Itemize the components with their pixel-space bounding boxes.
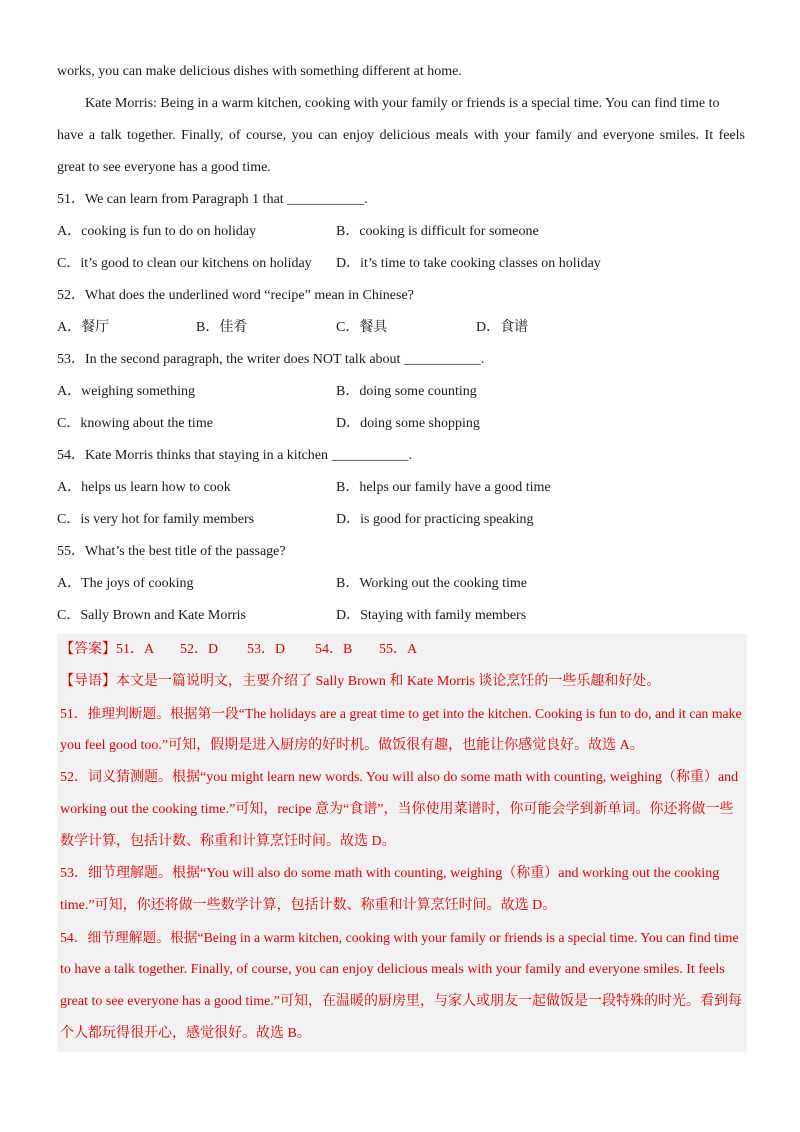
- option-b: B．cooking is difficult for someone: [336, 224, 539, 239]
- explanation-line: 53．细节理解题。根据“You will also do some math with counting, weighing（称重）and working out the cooking: [60, 866, 720, 881]
- answer-item: 54．B: [315, 642, 353, 657]
- option-c: C．knowing about the time: [57, 416, 213, 431]
- explanation-line: great to see everyone has a good time.”可知，在温暖的厨房里，与家人或朋友一起做饭是一段特殊的时光。看到每: [60, 994, 743, 1009]
- answer-row: [60, 640, 154, 660]
- question-stem: 54．Kate Morris thinks that staying in a kitchen ___________.: [57, 448, 413, 463]
- option-d: D．doing some shopping: [336, 416, 480, 431]
- guide-text: 【导语】本文是一篇说明文，主要介绍了 Sally Brown 和 Kate Morris 谈论烹饪的一些乐趣和好处。: [60, 674, 661, 689]
- answer-label: 【答案】: [60, 642, 116, 657]
- option-d: D．食谱: [476, 320, 529, 335]
- explanation-line: 个人都玩得很开心，感觉很好。故选 B。: [60, 1026, 311, 1041]
- option-a: A．餐厅: [57, 320, 110, 335]
- answer-item: 52．D: [180, 642, 219, 657]
- option-c: C．it’s good to clean our kitchens on holiday: [57, 256, 312, 271]
- passage-line: great to see everyone has a good time.: [57, 160, 271, 175]
- question-stem: 51．We can learn from Paragraph 1 that ___________.: [57, 192, 368, 207]
- option-a: A．cooking is fun to do on holiday: [57, 224, 257, 239]
- explanation-line: 54．细节理解题。根据“Being in a warm kitchen, cooking with your family or friends is a special time. You can find time: [60, 930, 739, 945]
- option-d: D．Staying with family members: [336, 608, 527, 623]
- passage-line: Kate Morris: Being in a warm kitchen, cooking with your family or friends is a special time. You can find time to: [85, 96, 720, 111]
- question-stem: 53．In the second paragraph, the writer does NOT talk about ___________.: [57, 352, 485, 367]
- option-d: D．is good for practicing speaking: [336, 512, 534, 527]
- option-b: B．佳肴: [196, 320, 248, 335]
- passage-line: works, you can make delicious dishes with something different at home.: [57, 64, 462, 79]
- question-stem: 55．What’s the best title of the passage?: [57, 544, 286, 559]
- explanation-line: 51．推理判断题。根据第一段“The holidays are a great time to get into the kitchen. Cooking is fun to do, and it can make: [60, 706, 742, 721]
- option-a: A．helps us learn how to cook: [57, 480, 231, 495]
- answer-item: 55．A: [379, 642, 418, 657]
- option-b: B．doing some counting: [336, 384, 477, 399]
- explanation-line: time.”可知，你还将做一些数学计算，包括计数、称重和计算烹饪时间。故选 D。: [60, 898, 557, 913]
- option-c: C．Sally Brown and Kate Morris: [57, 608, 246, 623]
- option-c: C．is very hot for family members: [57, 512, 255, 527]
- passage-line: have a talk together. Finally, of course, you can enjoy delicious meals with your family and everyone smiles. It feels: [57, 128, 745, 143]
- option-d: D．it’s time to take cooking classes on holiday: [336, 256, 601, 271]
- answer-item: 51．A: [116, 642, 155, 657]
- explanation-line: you feel good too.”可知，假期是进入厨房的好时机。做饭很有趣，也能让你感觉良好。故选 A。: [60, 738, 644, 753]
- option-a: A．The joys of cooking: [57, 576, 194, 591]
- option-a: A．weighing something: [57, 384, 196, 399]
- explanation-line: 52．词义猜测题。根据“you might learn new words. You will also do some math with counting, weighing（称重）and: [60, 770, 739, 785]
- option-b: B．Working out the cooking time: [336, 576, 527, 591]
- explanation-line: working out the cooking time.”可知，recipe 意为“食谱”，当你使用菜谱时，你可能会学到新单词。你还将做一些: [60, 802, 734, 817]
- answer-item: 53．D: [247, 642, 286, 657]
- option-b: B．helps our family have a good time: [336, 480, 551, 495]
- answer-explanation-box: [57, 634, 747, 1052]
- option-c: C．餐具: [336, 320, 388, 335]
- question-stem: 52．What does the underlined word “recipe” mean in Chinese?: [57, 288, 414, 303]
- explanation-line: to have a talk together. Finally, of course, you can enjoy delicious meals with your family and everyone smiles. It feels: [60, 962, 725, 977]
- explanation-line: 数学计算，包括计数、称重和计算烹饪时间。故选 D。: [60, 834, 396, 849]
